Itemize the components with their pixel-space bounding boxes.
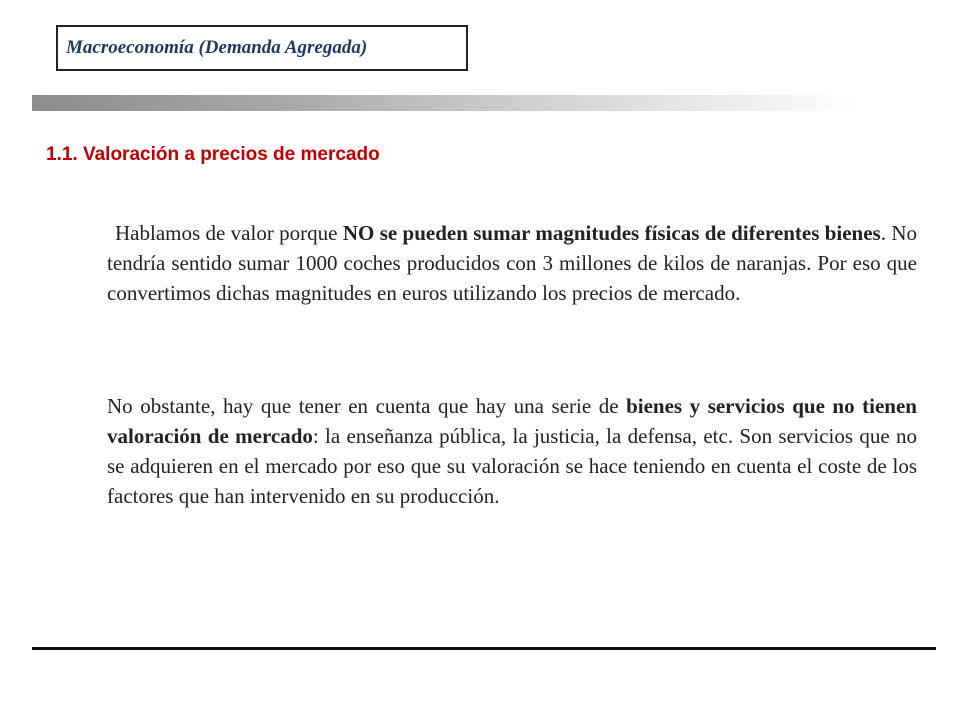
paragraph-2-bold-1: bienes y servicios que no tienen valoración de mercado [107, 394, 917, 448]
paragraph-no-obstante [107, 391, 917, 511]
paragraph-1-text-2: . No tendría sentido sumar 1000 coches producidos con 3 millones de kilos de naranjas. Por eso que convertimos dichas magnitudes en euros utilizando los precios de mercado. [107, 221, 917, 305]
header-box [56, 25, 468, 71]
section-heading: 1.1. Valoración a precios de mercado [46, 144, 380, 165]
paragraph-valor [107, 218, 917, 308]
paragraph-1-text-1: Hablamos de valor porque [115, 221, 343, 245]
bottom-rule [32, 647, 936, 650]
gradient-divider-bar [32, 95, 862, 111]
paragraph-1-bold-1: NO se pueden sumar magnitudes físicas de diferentes bienes [342, 221, 881, 245]
paragraph-2-text-2: : la enseñanza pública, la justicia, la defensa, etc. Son servicios que no se adquieren en el mercado por eso que su valoración se hace teniendo en cuenta el coste de los factores que han intervenido en su producción. [107, 424, 917, 508]
paragraph-2-text-1: No obstante, hay que tener en cuenta que hay una serie de [107, 394, 627, 418]
header-title: Macroeconomía (Demanda Agregada) [66, 37, 368, 58]
